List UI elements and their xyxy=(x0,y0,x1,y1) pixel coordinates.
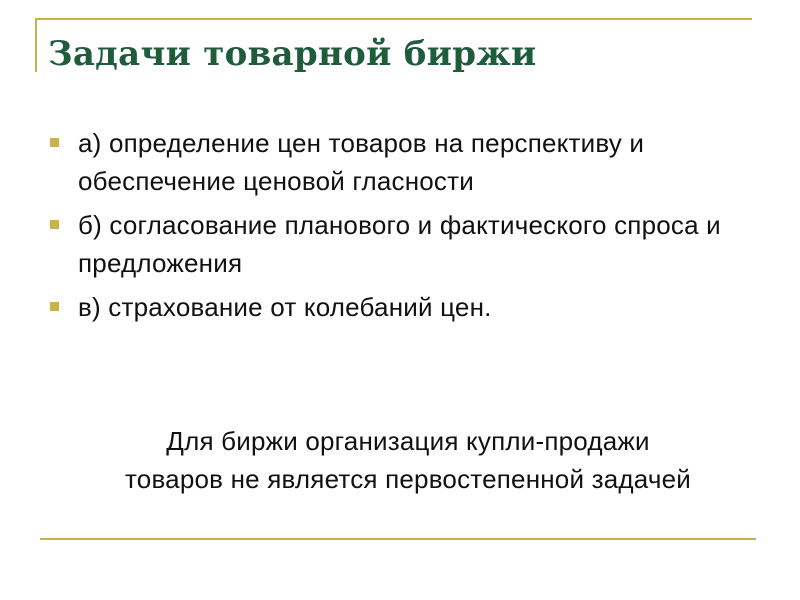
note-line-2: товаров не является первостепенной задачей xyxy=(124,464,691,494)
square-bullet-icon xyxy=(50,138,59,147)
title-frame-left-rule xyxy=(35,18,37,72)
slide-title: Задачи товарной биржи xyxy=(48,34,537,74)
square-bullet-icon xyxy=(50,302,59,311)
bullet-item-pricing xyxy=(48,124,768,200)
square-bullet-icon xyxy=(50,220,59,229)
bullet-list xyxy=(48,124,768,332)
bullet-text: б) согласование планового и фактического спроса и предложения xyxy=(78,210,721,278)
bullet-item-demand-supply xyxy=(48,206,768,282)
bottom-divider xyxy=(40,538,756,540)
bullet-item-hedging xyxy=(48,288,768,326)
bullet-text: а) определение цен товаров на перспективу и обеспечение ценовой гласности xyxy=(78,128,645,196)
bullet-text: в) страхование от колебаний цен. xyxy=(78,292,492,322)
note-line-1: Для биржи организация купли-продажи xyxy=(166,426,650,456)
note-text xyxy=(48,422,768,498)
title-frame-top-rule xyxy=(35,18,752,20)
